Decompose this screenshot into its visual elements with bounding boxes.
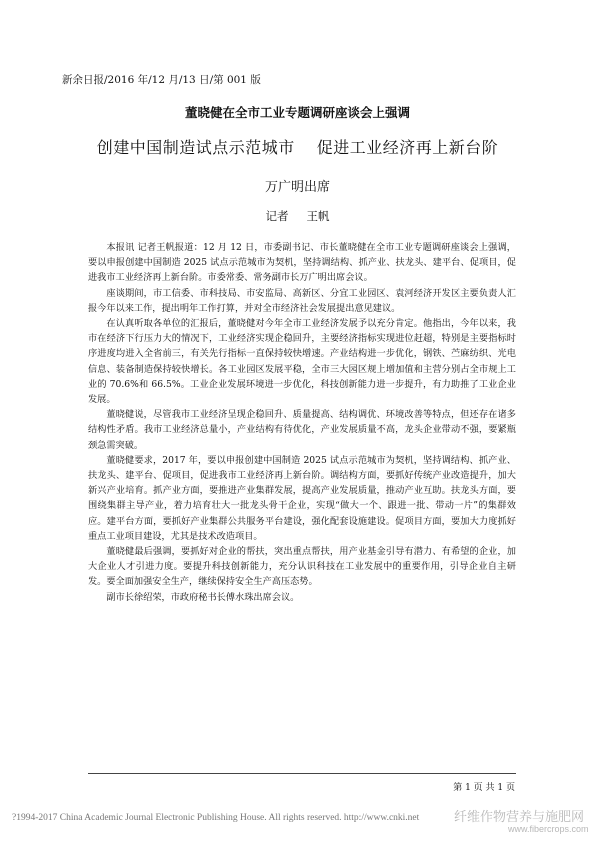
source-line: 新余日报/2016 年/12 月/13 日/第 001 版: [62, 74, 261, 86]
headline-part-1: 创建中国制造试点示范城市: [96, 138, 295, 157]
paragraph: 本报讯 记者王帆报道：12 月 12 日，市委副书记、市长董晓健在全市工业专题调研座谈会上强调，要以申报创建中国制造 2025 试点示范城市为契机，坚持调结构、抓产业、扶龙头、建平台、促项目，促进我市工业经济再上新台阶。市委常委、常务副市长万广明出席会议。: [88, 242, 516, 284]
paragraph: 座谈期间，市工信委、市科技局、市安监局、高新区、分宜工业园区、袁河经济开发区主要负责人汇报今年以来工作，提出明年工作打算，并对全市经济社会发展提出意见建议。: [88, 287, 516, 314]
copyright-line: ?1994-2017 China Academic Journal Electronic Publishing House. All rights reserved. http://www.cnki.net: [12, 813, 420, 823]
article-headline: [0, 135, 595, 158]
watermark-text: 纤维作物营养与施肥网: [454, 810, 585, 825]
byline-role: 记者: [265, 209, 289, 223]
article-kicker: 董晓健在全市工业专题调研座谈会上强调: [184, 105, 410, 120]
article-body: [88, 240, 516, 605]
footer-divider: [88, 773, 516, 774]
article-subhead: 万广明出席: [264, 180, 330, 195]
paragraph: 董晓健要求，2017 年，要以申报创建中国制造 2025 试点示范城市为契机，坚持调结构、抓产业、扶龙头、建平台、促项目，促进我市工业经济再上新台阶。调结构方面，要抓好传统产业改造提升，加大新兴产业培育。抓产业方面，要推进产业集群发展，提高产业发展质量，推动产业互助。扶龙头方面，要围绕集群主导产业，着力培育壮大一批龙头骨干企业，实现“做大一个、跟进一批、带动一片”的集群效应。建平台方面，要抓好产业集群公共服务平台建设，强化配套设施建设。促项目方面，要加大力度抓好重点工业项目建设，尤其是技术改造项目。: [88, 454, 516, 542]
headline-part-2: 促进工业经济再上新台阶: [316, 138, 499, 157]
page-counter: 第 1 页 共 1 页: [453, 783, 515, 793]
paragraph: 董晓健说，尽管我市工业经济呈现企稳回升、质量提高、结构调优、环境改善等特点，但还存在诸多结构性矛盾。我市工业经济总量小，产业结构有待优化，产业发展质量不高，龙头企业带动不强，要紧瓶颈急需突破。: [88, 409, 516, 451]
paragraph: 在认真听取各单位的汇报后，董晓健对今年全市工业经济发展予以充分肯定。他指出，今年以来，我市在经济下行压力大的情况下，工业经济实现企稳回升，主要经济指标实现进位赶超，特别是主要指标时序进度均进入全省前三，有关先行指标一直保持较快增速。产业结构进一步优化，钢铁、苎麻纺织、光电信息、装备制造保持较快增长。各工业园区发展平稳，全市三大园区规上增加值和主营分别占全市规上工业的 70.6%和 66.5%。工业企业发展环境进一步优化，科技创新能力进一步提升，有力助推了工业企业发展。: [88, 318, 516, 406]
byline-name: 王帆: [306, 209, 330, 223]
byline: [0, 208, 595, 224]
paragraph: 董晓健最后强调，要抓好对企业的帮扶，突出重点帮扶，用产业基金引导有潜力、有希望的企业，加大企业人才引进力度。要提升科技创新能力，充分认识科技在工业发展中的重要作用，引导企业自主研发。要全面加强安全生产，继续保持安全生产高压态势。: [88, 546, 516, 588]
watermark-url: www.fibercrops.com: [508, 824, 589, 834]
paragraph: 副市长徐绍荣，市政府秘书长傅水珠出席会议。: [106, 591, 300, 603]
